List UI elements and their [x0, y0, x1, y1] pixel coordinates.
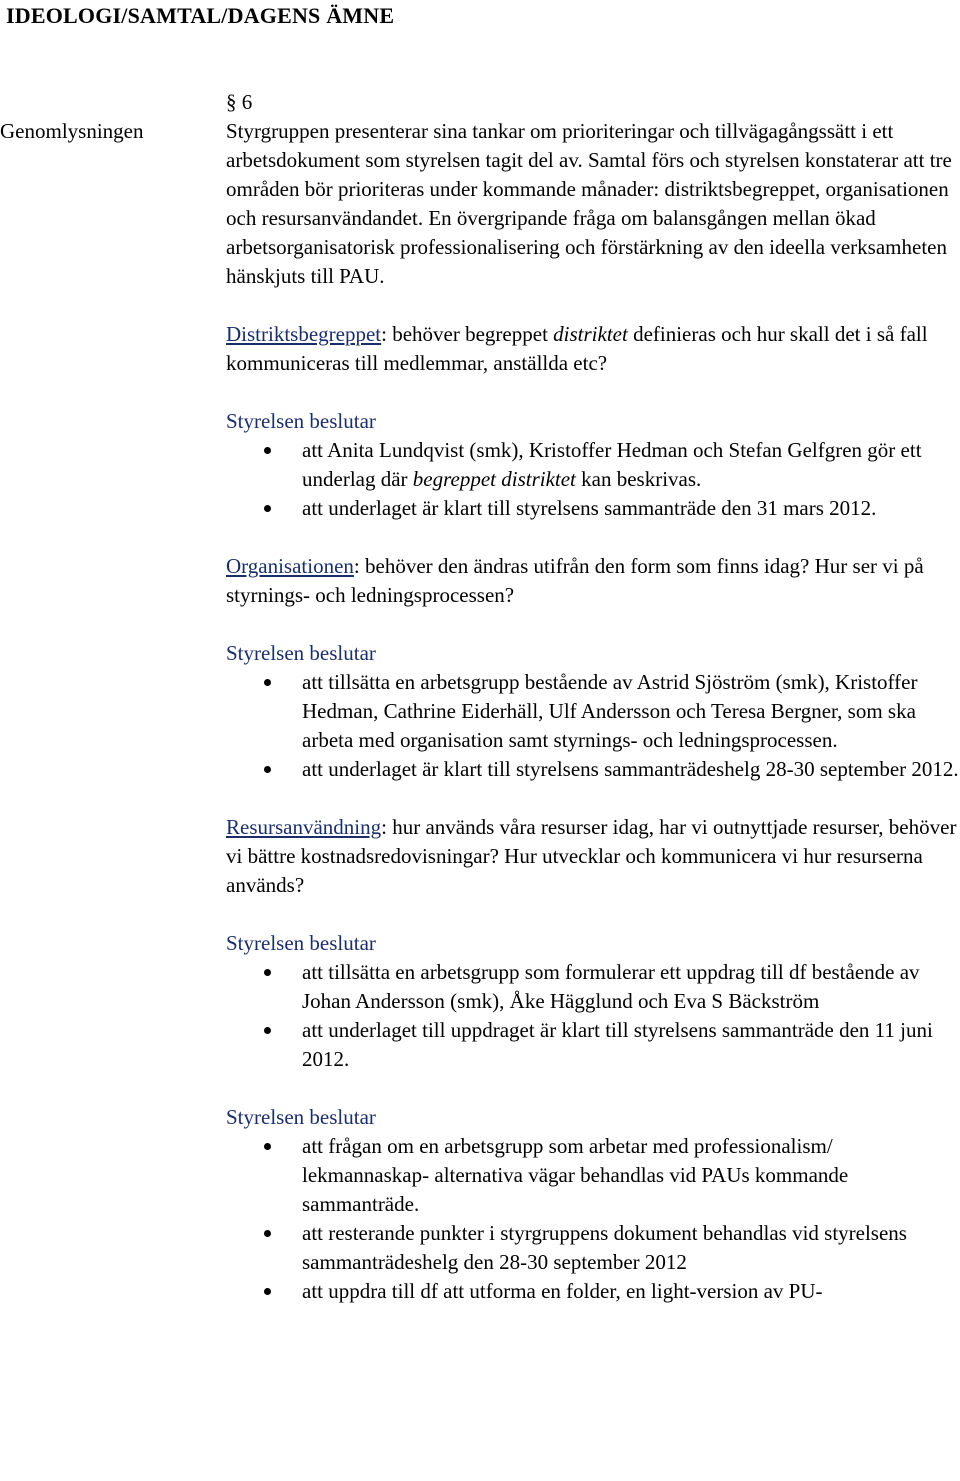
decision-list [226, 436, 960, 523]
decision-heading: Styrelsen beslutar [226, 641, 376, 665]
decision-item: att Anita Lundqvist (smk), Kristoffer Hedman och Stefan Gelfgren gör ett underlag där begreppet distriktet kan beskrivas. [226, 436, 960, 494]
decision-item: att underlaget är klart till styrelsens sammanträde den 31 mars 2012. [226, 494, 960, 523]
decision-block [226, 407, 960, 523]
decision-item: att underlaget är klart till styrelsens sammanträdeshelg 28-30 september 2012. [226, 755, 960, 784]
decision-block [226, 929, 960, 1074]
section-label: Genomlysningen [0, 119, 144, 143]
main-content [226, 88, 960, 1335]
topic-resursanvandning: Resursanvändning: hur används våra resurser idag, har vi outnyttjade resurser, behöver vi bättre kostnadsredovisningar? Hur utvecklar och kommunicera vi hur resurserna används? [226, 815, 957, 897]
decision-item: att frågan om en arbetsgrupp som arbetar med professionalism/ lekmannaskap- alternativa vägar behandlas vid PAUs kommande sammanträde. [226, 1132, 960, 1219]
decision-heading: Styrelsen beslutar [226, 1105, 376, 1129]
topic-organisationen: Organisationen: behöver den ändras utifrån den form som finns idag? Hur ser vi på styrnings- och ledningsprocessen? [226, 554, 924, 607]
final-decision-block [226, 1103, 960, 1306]
decision-item: att resterande punkter i styrgruppens dokument behandlas vid styrelsens sammanträdeshelg den 28-30 september 2012 [226, 1219, 960, 1277]
decision-heading: Styrelsen beslutar [226, 931, 376, 955]
decision-list [226, 668, 960, 784]
section-intro: Styrgruppen presenterar sina tankar om prioriteringar och tillvägagångssätt i ett arbetsdokument som styrelsen tagit del av. Samtal förs och styrelsen konstaterar att tre områden bör prioriteras under kommande månader: distriktsbegreppet, organisationen och resursanvändandet. En övergripande fråga om balansgången mellan ökad arbetsorganisatorisk professionalisering och förstärkning av den ideella verksamheten hänskjuts till PAU. [226, 119, 952, 288]
page-header-title: IDEOLOGI/SAMTAL/DAGENS ÄMNE [6, 3, 395, 28]
topic-title: Resursanvändning [226, 815, 382, 839]
decision-block [226, 639, 960, 784]
decision-item: att uppdra till df att utforma en folder, en light-version av PU- [226, 1277, 960, 1306]
decision-list [226, 958, 960, 1074]
topic-title: Distriktsbegreppet [226, 322, 382, 346]
topic-distriktsbegreppet: Distriktsbegreppet: behöver begreppet distriktet definieras och hur skall det i så fall kommuniceras till medlemmar, anställda etc? [226, 322, 928, 375]
decision-item: att tillsätta en arbetsgrupp som formulerar ett uppdrag till df bestående av Johan Andersson (smk), Åke Hägglund och Eva S Bäckström [226, 958, 960, 1016]
topic-title: Organisationen [226, 554, 354, 578]
decision-item: att underlaget till uppdraget är klart till styrelsens sammanträde den 11 juni 2012. [226, 1016, 960, 1074]
decision-heading: Styrelsen beslutar [226, 409, 376, 433]
decision-item: att tillsätta en arbetsgrupp bestående av Astrid Sjöström (smk), Kristoffer Hedman, Cathrine Eiderhäll, Ulf Andersson och Teresa Bergner, som ska arbeta med organisation samt styrnings- och ledningsprocessen. [226, 668, 960, 755]
decision-list [226, 1132, 960, 1306]
paragraph-number: § 6 [226, 90, 253, 114]
